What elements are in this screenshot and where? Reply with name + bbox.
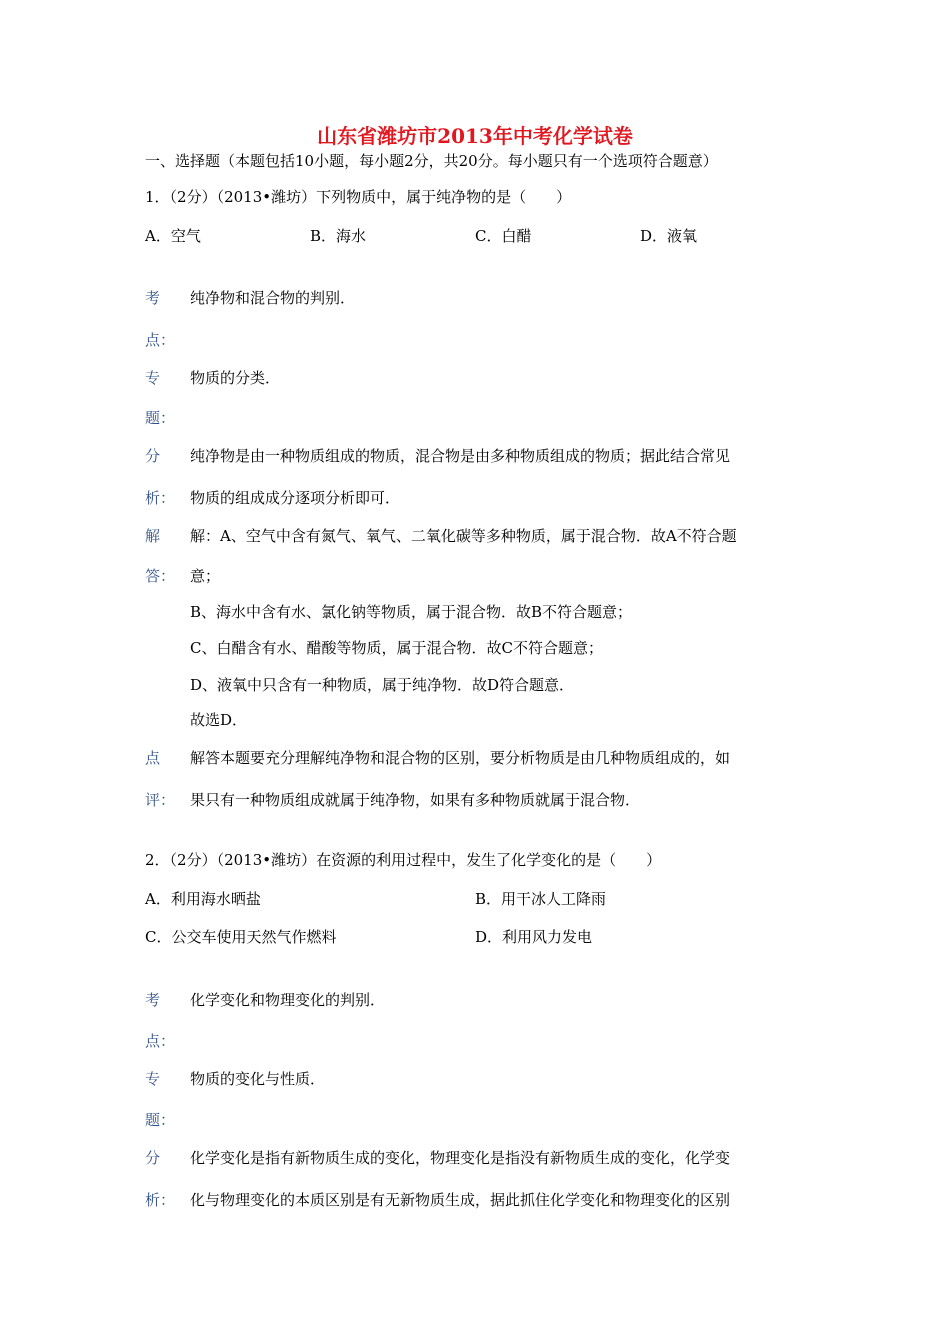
q1-jieda-line-6: 故选D． [190, 711, 248, 729]
q2-zhuanti-label-1: 专 [145, 1070, 161, 1088]
q2-kaodian: 化学变化和物理变化的判别． [190, 991, 386, 1009]
q1-zhuanti-label-1: 专 [145, 369, 161, 387]
q2-option-b: B．用干冰人工降雨 [475, 890, 607, 908]
q1-fenxi-line-1: 纯净物是由一种物质组成的物质，混合物是由多种物质组成的物质；据此结合常见 [190, 447, 731, 465]
q1-dianping-label-1: 点 [145, 749, 161, 767]
q1-fenxi-label-1: 分 [145, 447, 161, 465]
document-title: 山东省潍坊市2013年中考化学试卷 [317, 124, 633, 148]
q2-kaodian-label-2: 点： [145, 1032, 176, 1050]
q1-option-a: A．空气 [145, 227, 201, 245]
q1-dianping-line-2: 果只有一种物质组成就属于纯净物，如果有多种物质就属于混合物． [190, 791, 641, 809]
q1-jieda-label-2: 答： [145, 567, 176, 585]
q1-jieda-line-1: 解：A、空气中含有氮气、氧气、二氧化碳等多种物质，属于混合物．故A不符合题 [190, 527, 737, 545]
q2-option-c: C．公交车使用天然气作燃料 [145, 928, 337, 946]
q2-option-d: D．利用风力发电 [475, 928, 593, 946]
q1-dianping-label-2: 评： [145, 791, 176, 809]
q2-zhuanti-label-2: 题： [145, 1111, 176, 1129]
q1-jieda-line-5: D、液氧中只含有一种物质，属于纯净物．故D符合题意． [190, 676, 575, 694]
q2-fenxi-label-2: 析： [145, 1191, 176, 1209]
q1-option-d: D．液氧 [640, 227, 698, 245]
q1-fenxi-line-2: 物质的组成成分逐项分析即可． [190, 489, 401, 507]
q2-stem: 2．（2分）（2013•潍坊）在资源的利用过程中，发生了化学变化的是（ ） [145, 851, 662, 869]
section-heading: 一、选择题（本题包括10小题，每小题2分，共20分。每小题只有一个选项符合题意） [145, 152, 718, 170]
q2-fenxi-label-1: 分 [145, 1149, 161, 1167]
q1-jieda-label-1: 解 [145, 527, 161, 545]
q1-jieda-line-3: B、海水中含有水、氯化钠等物质，属于混合物．故B不符合题意； [190, 603, 633, 621]
q2-zhuanti: 物质的变化与性质． [190, 1070, 326, 1088]
q1-jieda-line-4: C、白醋含有水、醋酸等物质，属于混合物．故C不符合题意； [190, 639, 603, 657]
q1-jieda-line-2: 意； [190, 567, 221, 585]
q2-fenxi-line-2: 化与物理变化的本质区别是有无新物质生成，据此抓住化学变化和物理变化的区别 [190, 1191, 731, 1209]
q1-zhuanti-label-2: 题： [145, 409, 176, 427]
q2-option-a: A．利用海水晒盐 [145, 890, 261, 908]
q1-kaodian-label-2: 点： [145, 331, 176, 349]
q1-kaodian-label-1: 考 [145, 289, 161, 307]
q2-fenxi-line-1: 化学变化是指有新物质生成的变化，物理变化是指没有新物质生成的变化，化学变 [190, 1149, 731, 1167]
q2-kaodian-label-1: 考 [145, 991, 161, 1009]
q1-zhuanti: 物质的分类． [190, 369, 281, 387]
q1-dianping-line-1: 解答本题要充分理解纯净物和混合物的区别，要分析物质是由几种物质组成的，如 [190, 749, 731, 767]
q1-kaodian: 纯净物和混合物的判别． [190, 289, 356, 307]
q1-option-c: C．白醋 [475, 227, 532, 245]
q1-stem: 1．（2分）（2013•潍坊）下列物质中，属于纯净物的是（ ） [145, 188, 572, 206]
q1-fenxi-label-2: 析： [145, 489, 176, 507]
q1-option-b: B．海水 [310, 227, 367, 245]
